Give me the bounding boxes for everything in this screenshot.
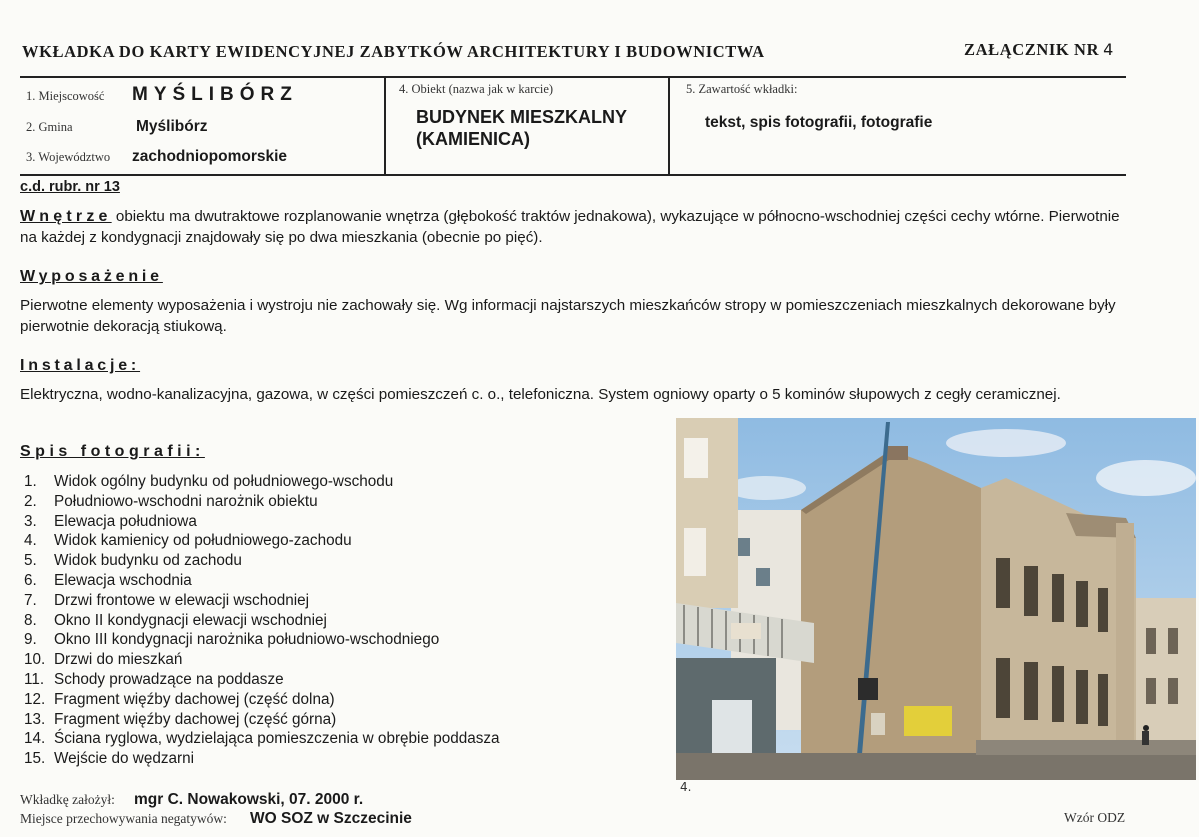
field-divider-1	[384, 77, 386, 175]
photo-list-title: Schody prowadzące na poddasze	[54, 670, 284, 688]
field-locality	[26, 84, 298, 106]
photo-list-number: 10.	[24, 651, 46, 669]
photo-list-title: Południowo-wschodni narożnik obiektu	[54, 492, 318, 510]
document-title: WKŁADKA DO KARTY EWIDENCYJNEJ ZABYTKÓW ARCHITEKTURY I BUDOWNICTWA	[22, 42, 765, 61]
photo-list-title: Widok kamienicy od południowego-zachodu	[54, 532, 352, 550]
attachment-label: ZAŁĄCZNIK NR	[964, 40, 1100, 59]
locality-value: MYŚLIBÓRZ	[132, 84, 298, 105]
photo-list-number: 6.	[24, 571, 37, 589]
field-commune	[26, 118, 207, 136]
photo-list-number: 14.	[24, 730, 46, 748]
photo-list-item	[24, 611, 500, 631]
photo-list-item	[24, 571, 500, 591]
photo-list	[24, 472, 500, 769]
photo-list-title: Drzwi do mieszkań	[54, 651, 183, 669]
photo-list-number: 12.	[24, 690, 46, 708]
object-label: 4. Obiekt (nazwa jak w karcie)	[399, 82, 554, 96]
photo-list-number: 4.	[24, 532, 37, 550]
building-photo-drawing	[676, 418, 1196, 780]
voivodeship-value: zachodniopomorskie	[132, 148, 288, 165]
photo-list-number: 1.	[24, 473, 37, 490]
interior-paragraph	[20, 206, 1130, 248]
interior-heading: Wnętrze	[20, 208, 112, 225]
top-rule	[20, 76, 1126, 78]
commune-value: Myślibórz	[136, 118, 208, 135]
photo-list-number: 8.	[24, 611, 37, 629]
photo-list-title: Okno III kondygnacji narożnika południowo-wschodniego	[54, 631, 440, 649]
equipment-text: Pierwotne elementy wyposażenia i wystroju nie zachowały się. Wg informacji najstarszych mieszkańców stropy w pomieszczeniach mieszkalnych dekorowane były pierwotnie dekoracją stiukową.	[20, 297, 1116, 335]
photo-list-item	[24, 472, 500, 492]
photo-list-item	[24, 531, 500, 551]
storage-label: Miejsce przechowywania negatywów:	[20, 811, 227, 826]
photo-list-number: 5.	[24, 552, 37, 570]
contents-value: tekst, spis fotografii, fotografie	[705, 114, 933, 131]
attachment-number	[964, 40, 1114, 60]
template-code: Wzór ODZ	[1064, 810, 1126, 825]
installations-heading: Instalacje:	[20, 357, 141, 374]
photo-list-item	[24, 591, 500, 611]
commune-label: 2. Gmina	[26, 120, 73, 134]
photo-list-item	[24, 650, 500, 670]
photo-list-title: Okno II kondygnacji elewacji wschodniej	[54, 611, 327, 629]
storage-value: WO SOZ w Szczecinie	[250, 810, 412, 827]
photo-list-number: 7.	[24, 591, 37, 609]
photo-list-number: 15.	[24, 750, 46, 768]
contents-label: 5. Zawartość wkładki:	[686, 82, 798, 96]
photo-list-number: 11.	[24, 670, 45, 688]
photo-list-number: 9.	[24, 631, 37, 649]
footer-author	[20, 791, 363, 809]
voivodeship-label: 3. Województwo	[26, 150, 111, 164]
attachment-number-handwritten: 4	[1103, 40, 1114, 59]
building-photograph	[676, 418, 1196, 780]
photo-list-title: Elewacja południowa	[54, 512, 197, 530]
photo-list-item	[24, 670, 500, 690]
photo-list-item	[24, 630, 500, 650]
photo-list-number: 2.	[24, 492, 37, 510]
equipment-heading: Wyposażenie	[20, 268, 163, 285]
author-label: Wkładkę założył:	[20, 792, 115, 807]
installations-text: Elektryczna, wodno-kanalizacyjna, gazowa, w części pomieszczeń c. o., telefoniczna. System ogniowy oparty o 5 kominów słupowych z cegły ceramicznej.	[20, 386, 1061, 403]
field-divider-2	[668, 77, 670, 175]
object-name-line1: BUDYNEK MIESZKALNY	[416, 107, 628, 127]
photo-list-item	[24, 710, 500, 730]
photo-list-title: Drzwi frontowe w elewacji wschodniej	[54, 591, 310, 609]
photo-list-title: Wejście do wędzarni	[54, 750, 195, 768]
fields-bottom-rule	[20, 174, 1126, 176]
photo-list-title: Elewacja wschodnia	[54, 571, 192, 589]
field-voivodeship	[26, 148, 287, 166]
photo-list-number: 13.	[24, 710, 46, 728]
photo-list-item	[24, 749, 500, 769]
photo-list-item	[24, 729, 500, 749]
object-name	[416, 106, 627, 150]
photo-list-number: 3.	[24, 512, 37, 530]
object-name-line2: (KAMIENICA)	[416, 129, 530, 149]
photo-list-title: Widok ogólny budynku od południowego-wschodu	[54, 473, 394, 490]
photo-list-title: Widok budynku od zachodu	[54, 552, 242, 570]
locality-label: 1. Miejscowość	[26, 89, 105, 103]
photo-list-item	[24, 492, 500, 512]
photo-list-title: Ściana ryglowa, wydzielająca pomieszczenia w obrębie poddasza	[54, 730, 500, 748]
photo-list-item	[24, 551, 500, 571]
photo-list-title: Fragment więźby dachowej (część dolna)	[54, 690, 335, 708]
author-value: mgr C. Nowakowski, 07. 2000 r.	[134, 791, 364, 808]
rubric-reference: c.d. rubr. nr 13	[20, 179, 120, 195]
photo-list-title: Fragment więźby dachowej (część górna)	[54, 710, 337, 728]
photo-list-item	[24, 690, 500, 710]
footer-storage	[20, 810, 412, 828]
interior-text: obiektu ma dwutraktowe rozplanowanie wnętrza (głębokość traktów jednakowa), wykazujące w północno-wschodniej części cechy wtórne. Pierwotnie na każdej z kondygnacji znajdowały się po dwa mieszkania (obecnie po pięć).	[20, 208, 1120, 246]
photo-list-heading: Spis fotografii:	[20, 443, 205, 460]
photo-list-item	[24, 512, 500, 532]
photo-caption-number: 4.	[680, 780, 692, 794]
